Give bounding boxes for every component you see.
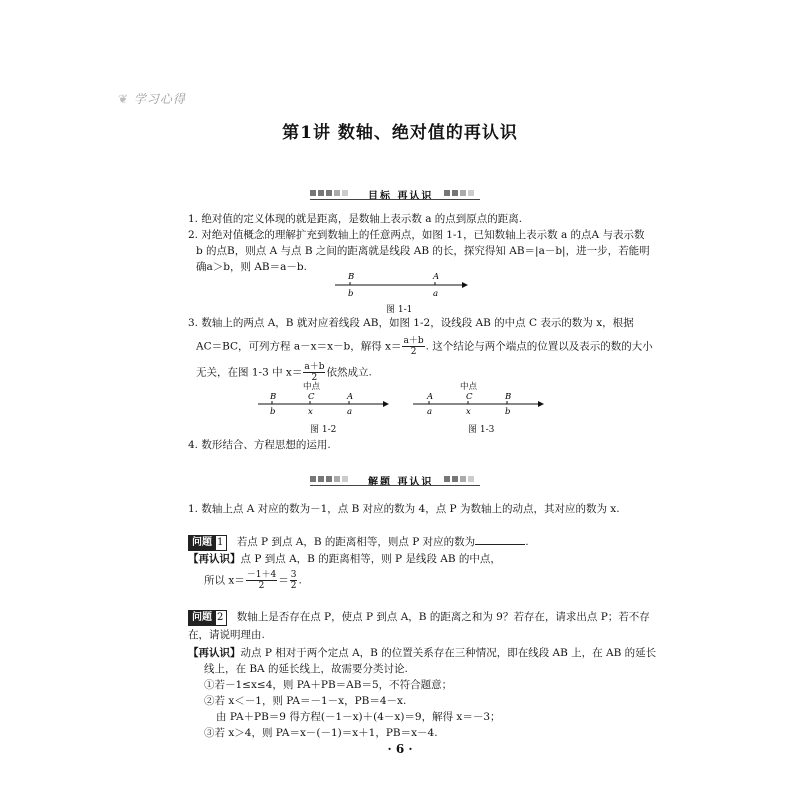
banner-text: 目标 再认识 <box>368 191 434 202</box>
fig3-label-x: x <box>466 407 471 416</box>
goal-item-3-line2: AC＝BC，可列方程 a－x＝x－b，解得 x＝ $\frac{a+b}{2}$ . 这个结论与两个端点的位置以及表示的数的大小 <box>196 336 653 357</box>
section-banner-goals <box>310 186 490 202</box>
goal-item-3-line3: 无关，在图 1-3 中 x＝ $\frac{a+b}{2}$ 依然成立. <box>196 362 372 383</box>
figure-1-3-caption: 图 1-3 <box>468 425 495 435</box>
question-1-solution: 所以 x＝ $\frac{-1+4}{2}$ ＝ $\frac{3}{2}$ . <box>204 570 302 591</box>
fig2-label-A: A <box>347 392 354 402</box>
question-1-recognition: 【再认识】点 P 到点 A，B 的距离相等，则 P 是线段 AB 的中点， <box>188 553 501 565</box>
goal-item-4: 4. 数形结合、方程思想的运用. <box>188 439 331 451</box>
fig2-mid-label: 中点 <box>303 382 321 392</box>
q2-case-2-eq: 由 PA＋PB＝9 得方程(－1－x)＋(4－x)＝9，解得 x＝－3； <box>216 711 501 723</box>
goal-item-2-line3: 确a＞b，则 AB＝a－b. <box>196 261 307 273</box>
question-tag-2: 问题 <box>188 610 216 626</box>
goal-item-3-line1: 3. 数轴上的两点 A，B 就对应着线段 AB，如图 1-2，设线段 AB 的中点 C 表示的数为 x，根据 <box>188 317 634 329</box>
question-2: 问题 2 数轴上是否存在点 P，使点 P 到点 A，B 的距离之和为 9？若存在，请求出点 P；若不存 <box>188 610 650 626</box>
figure-1-2 <box>255 380 395 416</box>
question-2-recognition: 【再认识】动点 P 相对于两个定点 A，B 的位置关系存在三种情况，即在线段 AB 上，在 AB 的延长 <box>188 647 657 659</box>
goal-item-1: 1. 绝对值的定义体现的就是距离，是数轴上表示数 a 的点到原点的距离. <box>188 213 523 225</box>
question-tag: 问题 <box>188 535 216 551</box>
figure-1-2-caption: 图 1-2 <box>310 425 337 435</box>
question-number-2: 2 <box>213 610 227 626</box>
fig3-label-b: b <box>505 407 511 416</box>
banner-text-2: 解题 再认识 <box>368 477 434 488</box>
goal-item-2-line2: b 的点B，则点 A 与点 B 之间的距离就是线段 AB 的长，探究得知 AB＝|a－b|，进一步，若能明 <box>196 245 650 257</box>
fig2-label-C: C <box>308 392 315 402</box>
fig2-label-b: b <box>270 407 276 416</box>
feather-icon: ❦ <box>118 92 130 106</box>
fraction-midpoint: $\frac{a+b}{2}$ <box>403 336 424 357</box>
fig2-label-x: x <box>308 407 313 416</box>
q2-case-2: ②若 x＜－1，则 PA＝－1－x，PB＝4－x. <box>204 695 407 707</box>
fig3-label-B: B <box>505 392 512 402</box>
fraction-midpoint-2: $\frac{a+b}{2}$ <box>304 362 325 383</box>
margin-note: ❦ 学习心得 <box>118 92 186 106</box>
figure-1-3 <box>410 380 550 416</box>
fig1-label-a: a <box>433 289 439 299</box>
question-1: 问题 1 若点 P 到点 A，B 的距离相等，则点 P 对应的数为 . <box>188 534 529 551</box>
question-number: 1 <box>213 535 227 551</box>
answer-blank <box>475 534 525 545</box>
question-2-line2: 在，请说明理由. <box>188 629 265 641</box>
figure-1-1 <box>330 270 470 300</box>
goal-item-2-line1: 2. 对绝对值概念的理解扩充到数轴上的任意两点，如图 1-1，已知数轴上表示数 a 的点A 与表示数 <box>188 229 645 241</box>
fig1-label-B: B <box>348 272 355 282</box>
fig3-mid-label: 中点 <box>460 382 478 392</box>
figure-1-1-caption: 图 1-1 <box>386 305 413 315</box>
fig2-label-B: B <box>270 392 277 402</box>
q2-case-3: ③若 x＞4，则 PA＝x－(－1)＝x＋1，PB＝x－4. <box>204 727 438 739</box>
page-title: 第1讲 数轴、绝对值的再认识 <box>282 123 518 143</box>
q2-line-1: 线上，在 BA 的延长线上，故需要分类讨论. <box>204 663 408 675</box>
fig3-label-A: A <box>427 392 434 402</box>
fig3-label-C: C <box>466 392 473 402</box>
q2-case-1: ①若－1≤x≤4，则 PA＋PB＝AB＝5，不符合题意； <box>204 679 453 691</box>
fig2-label-a: a <box>347 407 353 416</box>
page-number: · 6 · <box>387 742 413 756</box>
fig3-label-a: a <box>427 407 433 416</box>
problem-intro: 1. 数轴上点 A 对应的数为－1，点 B 对应的数为 4，点 P 为数轴上的动点，其对应的数为 x. <box>188 503 620 515</box>
fig1-label-A: A <box>433 272 440 282</box>
fig1-label-b: b <box>348 289 354 299</box>
section-banner-problems <box>310 472 490 488</box>
